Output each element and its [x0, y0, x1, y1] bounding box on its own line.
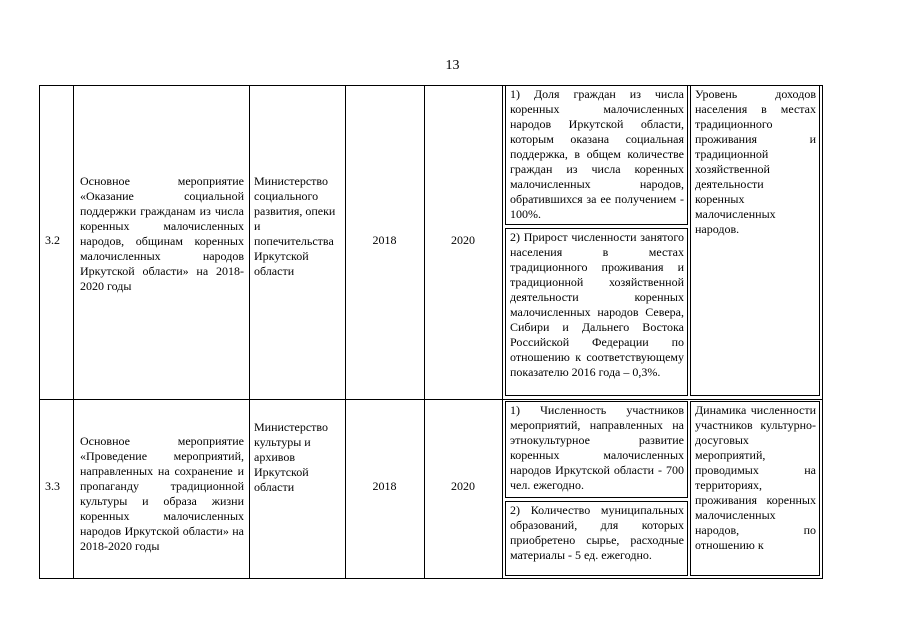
table-border-bottom: [39, 578, 823, 579]
measures-table: [39, 85, 823, 579]
executor: Министерство социального развития, опеки и попечительства Иркутской области: [254, 174, 336, 278]
page-number: 13: [445, 58, 460, 73]
column-divider: [424, 85, 425, 579]
row-number: 3.2: [45, 233, 60, 247]
start-year: 2018: [372, 479, 397, 493]
indicator-text: 2) Прирост численности занятого населения в местах традиционного проживания и традиционной хозяйственной деятельности коренных малочисленных народов Севера, Сибири и Дальнего Востока Российской Федерации по отношению к соответствующему показателю 2016 года – 0,3%.: [510, 230, 684, 379]
column-divider: [345, 85, 346, 579]
executor: Министерство культуры и архивов Иркутской области: [254, 420, 328, 494]
result-box: [690, 85, 820, 396]
column-divider: [249, 85, 250, 579]
indicator-box: [505, 501, 688, 576]
start-year: 2018: [372, 233, 397, 247]
indicator-text: 2) Количество муниципальных образований, для которых приобретено сырье, расходные материалы - 5 ед. ежегодно.: [510, 503, 684, 562]
event-description: Основное мероприятие «Проведение мероприятий, направленных на сохранение и пропаганду традиционной культуры и образа жизни коренных малочисленных народов Иркутской области» на 2018-2020 годы: [80, 434, 244, 553]
event-description: Основное мероприятие «Оказание социальной поддержки гражданам из числа коренных малочисленных народов, общинам коренных малочисленных народов Иркутской области» на 2018-2020 годы: [80, 174, 244, 293]
column-divider: [502, 85, 503, 579]
result-text: Уровень доходов населения в местах традиционного проживания и традиционной хозяйственной деятельности коренных малочисленных народов.: [695, 87, 816, 236]
result-box: [690, 401, 820, 576]
end-year: 2020: [451, 233, 475, 247]
indicator-box: [505, 85, 688, 225]
table-border-left: [39, 85, 40, 579]
indicator-box: [505, 401, 688, 498]
indicator-text: 1) Численность участников мероприятий, направленных на этнокультурное развитие коренных малочисленных народов Иркутской области - 700 чел. ежегодно.: [510, 403, 684, 492]
indicator-box: [505, 228, 688, 396]
indicator-text: 1) Доля граждан из числа коренных малочисленных народов Иркутской области, которым оказана социальная поддержка, в общем количестве граждан из числа коренных малочисленных народов, обратившихся за ее получением - 100%.: [510, 87, 684, 221]
column-divider: [73, 85, 74, 579]
row-divider: [39, 399, 823, 400]
end-year: 2020: [451, 479, 475, 493]
table-border-right: [822, 85, 823, 579]
result-text: Динамика численности участников культурно-досуговых мероприятий, проводимых на территориях, проживания коренных малочисленных народов, по отношению к: [695, 403, 816, 552]
row-number: 3.3: [45, 479, 60, 493]
